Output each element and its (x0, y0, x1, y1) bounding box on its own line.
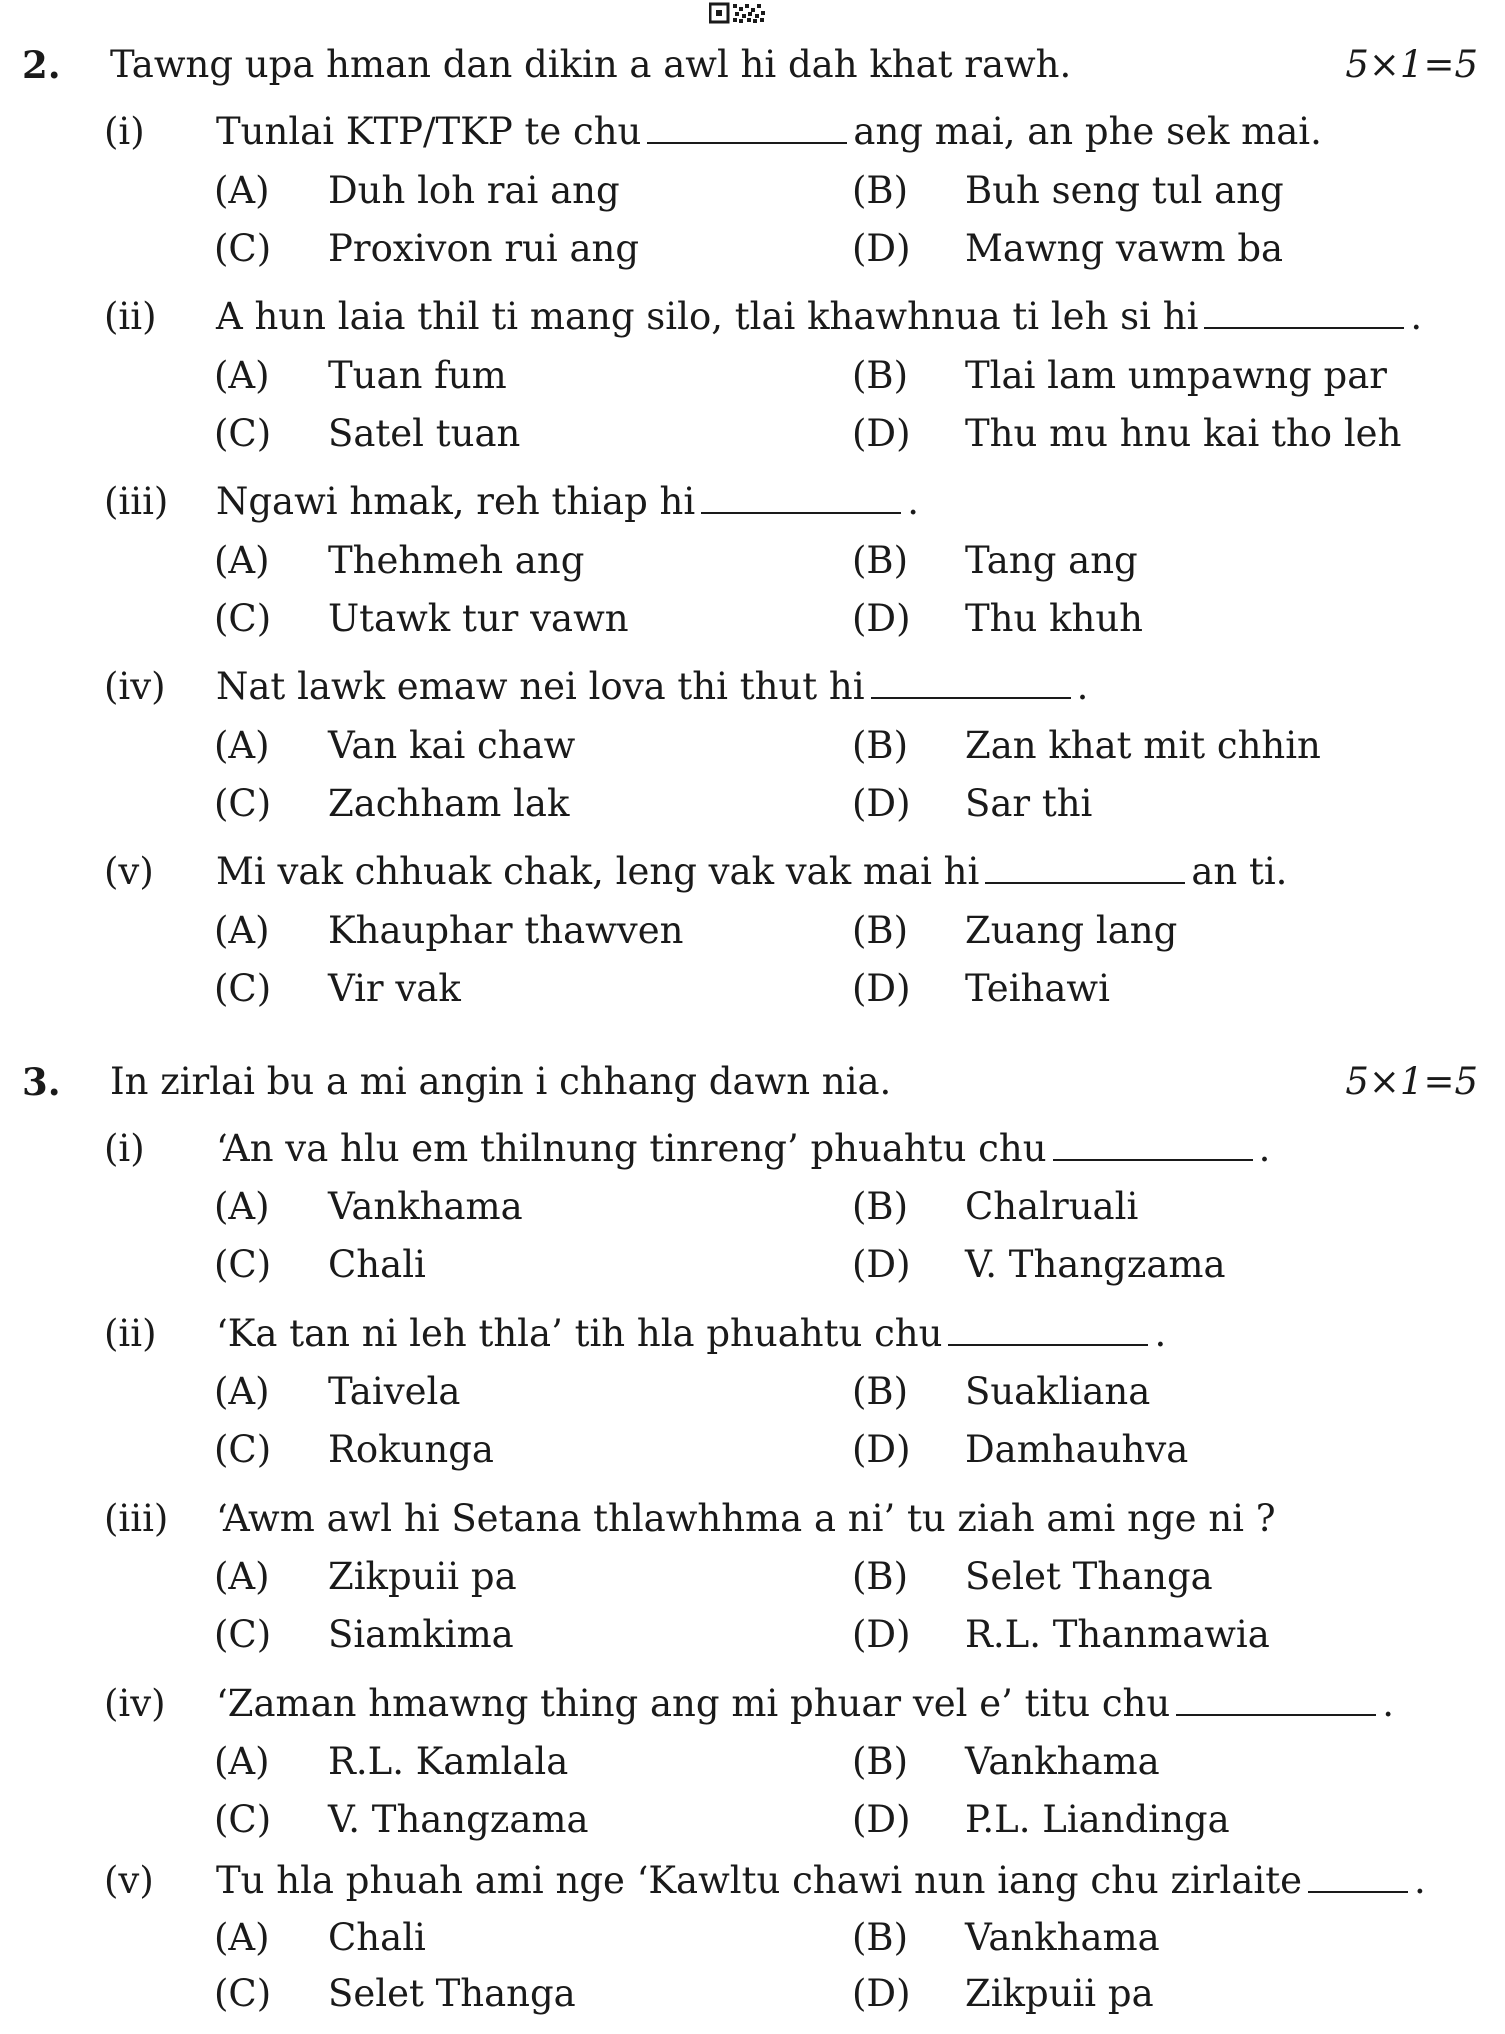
question-marks: 5×1=5 (1345, 43, 1478, 86)
options-row (0, 1425, 1505, 1475)
item-question (216, 662, 1088, 712)
item-stem (0, 1679, 1505, 1729)
item-stem (0, 477, 1505, 527)
option-d[interactable]: P.L. Liandinga (965, 1798, 1230, 1841)
answer-blank[interactable] (647, 112, 847, 144)
option-b[interactable]: Vankhama (965, 1740, 1160, 1783)
options-row (0, 594, 1505, 644)
option-d[interactable]: Thu mu hnu kai tho leh (965, 412, 1402, 455)
stem-after: . (907, 480, 919, 523)
option-a[interactable]: Tuan fum (328, 354, 507, 397)
option-c[interactable]: Siamkima (328, 1613, 514, 1656)
stem-before: ‘Ka tan ni leh thla’ tih hla phuahtu chu (216, 1312, 943, 1355)
option-letter: (B) (852, 354, 909, 397)
question-text: Tawng upa hman dan dikin a awl hi dah khat rawh. (110, 43, 1072, 86)
item-question (216, 1494, 1276, 1544)
option-b[interactable]: Vankhama (965, 1916, 1160, 1959)
option-letter: (D) (852, 227, 911, 270)
option-letter: (C) (214, 1243, 272, 1286)
option-letter: (A) (214, 169, 270, 212)
option-letter: (D) (852, 782, 911, 825)
item-stem (0, 662, 1505, 712)
option-letter: (C) (214, 597, 272, 640)
option-letter: (B) (852, 169, 909, 212)
option-letter: (D) (852, 1613, 911, 1656)
stem-before: Ngawi hmak, reh thiap hi (216, 480, 696, 523)
options-row (0, 1737, 1505, 1787)
options-row (0, 1610, 1505, 1660)
option-a[interactable]: Khauphar thawven (328, 909, 684, 952)
option-letter: (D) (852, 1798, 911, 1841)
option-b[interactable]: Chalruali (965, 1185, 1139, 1228)
option-b[interactable]: Suakliana (965, 1370, 1151, 1413)
option-a[interactable]: Thehmeh ang (328, 539, 585, 582)
option-letter: (B) (852, 539, 909, 582)
stem-before: Nat lawk emaw nei lova thi thut hi (216, 665, 865, 708)
option-b[interactable]: Tlai lam umpawng par (965, 354, 1387, 397)
item-number: (ii) (104, 295, 157, 338)
options-row (0, 779, 1505, 829)
item-stem (0, 1309, 1505, 1359)
stem-after: . (1154, 1312, 1167, 1355)
question-text: In zirlai bu a mi angin i chhang dawn nia. (110, 1060, 892, 1103)
item-number: (iii) (104, 1497, 169, 1540)
item-question (216, 292, 1422, 342)
option-a[interactable]: Duh loh rai ang (328, 169, 620, 212)
option-letter: (A) (214, 1370, 270, 1413)
answer-blank[interactable] (1053, 1129, 1253, 1161)
option-c[interactable]: Selet Thanga (328, 1972, 576, 2015)
option-letter: (C) (214, 782, 272, 825)
item-number: (iii) (104, 480, 169, 523)
option-letter: (C) (214, 1972, 272, 2015)
item-stem (0, 292, 1505, 342)
option-a[interactable]: Zikpuii pa (328, 1555, 517, 1598)
option-letter: (A) (214, 354, 270, 397)
options-row (0, 166, 1505, 216)
item-stem (0, 1124, 1505, 1174)
option-letter: (A) (214, 909, 270, 952)
option-letter: (C) (214, 227, 272, 270)
answer-blank[interactable] (1204, 297, 1404, 329)
answer-blank[interactable] (701, 482, 901, 514)
option-letter: (C) (214, 412, 272, 455)
stem-before: Tu hla phuah ami nge ‘Kawltu chawi nun iang chu zirlaite (216, 1859, 1303, 1902)
option-letter: (D) (852, 967, 911, 1010)
item-number: (iv) (104, 1682, 166, 1725)
answer-blank[interactable] (1176, 1684, 1376, 1716)
stem-after: . (1382, 1682, 1394, 1725)
option-c[interactable]: Zachham lak (328, 782, 570, 825)
qr-code-icon (709, 2, 767, 24)
question-number: 2. (22, 43, 61, 87)
item-number: (ii) (104, 1312, 157, 1355)
item-number: (i) (104, 1127, 145, 1170)
question-header (0, 1057, 1505, 1107)
option-letter: (A) (214, 1740, 270, 1783)
option-letter: (A) (214, 724, 270, 767)
options-row (0, 1182, 1505, 1232)
option-letter: (A) (214, 1185, 270, 1228)
item-number: (v) (104, 850, 154, 893)
option-a[interactable]: Van kai chaw (328, 724, 576, 767)
option-c[interactable]: V. Thangzama (328, 1798, 589, 1841)
options-row (0, 224, 1505, 274)
options-row (0, 1240, 1505, 1290)
stem-before: A hun laia thil ti mang silo, tlai khawhnua ti leh si hi (216, 295, 1199, 338)
option-a[interactable]: Vankhama (328, 1185, 523, 1228)
item-stem (0, 847, 1505, 897)
stem-after: an ti. (1191, 850, 1288, 893)
option-letter: (A) (214, 539, 270, 582)
option-letter: (D) (852, 412, 911, 455)
item-number: (i) (104, 110, 145, 153)
option-d[interactable]: Zikpuii pa (965, 1972, 1154, 2015)
option-c[interactable]: Utawk tur vawn (328, 597, 629, 640)
option-letter: (D) (852, 1243, 911, 1286)
stem-before: ‘Awm awl hi Setana thlawhhma a ni’ tu ziah ami nge ni ? (216, 1497, 1276, 1540)
option-letter: (A) (214, 1555, 270, 1598)
stem-after: . (1076, 665, 1089, 708)
options-row (0, 964, 1505, 1014)
item-question (216, 1679, 1394, 1729)
option-letter: (C) (214, 1428, 272, 1471)
options-row (0, 721, 1505, 771)
stem-before: Tunlai KTP/TKP te chu (216, 110, 642, 153)
item-stem (0, 107, 1505, 157)
option-letter: (B) (852, 724, 909, 767)
item-question (216, 1124, 1270, 1174)
option-d[interactable]: Thu khuh (965, 597, 1144, 640)
answer-blank[interactable] (948, 1314, 1148, 1346)
option-d[interactable]: Damhauhva (965, 1428, 1189, 1471)
option-letter: (B) (852, 1185, 909, 1228)
option-c[interactable]: Vir vak (328, 967, 461, 1010)
stem-before: ‘Zaman hmawng thing ang mi phuar vel e’ titu chu (216, 1682, 1171, 1725)
item-question (216, 847, 1287, 897)
stem-before: ‘An va hlu em thilnung tinreng’ phuahtu chu (216, 1127, 1047, 1170)
option-letter: (C) (214, 967, 272, 1010)
item-question (216, 107, 1322, 157)
option-letter: (B) (852, 1740, 909, 1783)
question-number: 3. (22, 1060, 61, 1104)
item-question (216, 1856, 1426, 1906)
item-number: (v) (104, 1859, 154, 1902)
stem-after: . (1414, 1859, 1426, 1902)
item-question (216, 477, 919, 527)
question-marks: 5×1=5 (1345, 1060, 1478, 1103)
options-row (0, 536, 1505, 586)
option-letter: (D) (852, 1972, 911, 2015)
option-b[interactable]: Zuang lang (965, 909, 1178, 952)
answer-blank[interactable] (1308, 1861, 1408, 1893)
answer-blank[interactable] (871, 667, 1071, 699)
item-question (216, 1309, 1166, 1359)
options-row (0, 1795, 1505, 1845)
option-letter: (D) (852, 1428, 911, 1471)
options-row (0, 906, 1505, 956)
stem-after: ang mai, an phe sek mai. (853, 110, 1322, 153)
option-c[interactable]: Rokunga (328, 1428, 494, 1471)
option-d[interactable]: Sar thi (965, 782, 1093, 825)
option-letter: (B) (852, 909, 909, 952)
option-a[interactable]: Chali (328, 1916, 426, 1959)
options-row (0, 1969, 1505, 2019)
option-b[interactable]: Buh seng tul ang (965, 169, 1284, 212)
option-letter: (C) (214, 1798, 272, 1841)
item-stem (0, 1856, 1505, 1906)
options-row (0, 1552, 1505, 1602)
stem-before: Mi vak chhuak chak, leng vak vak mai hi (216, 850, 980, 893)
stem-after: . (1258, 1127, 1271, 1170)
item-number: (iv) (104, 665, 166, 708)
option-b[interactable]: Selet Thanga (965, 1555, 1213, 1598)
option-c[interactable]: Chali (328, 1243, 426, 1286)
option-letter: (B) (852, 1916, 909, 1959)
option-d[interactable]: V. Thangzama (965, 1243, 1226, 1286)
options-row (0, 1367, 1505, 1417)
options-row (0, 1913, 1505, 1963)
option-b[interactable]: Tang ang (965, 539, 1138, 582)
option-a[interactable]: R.L. Kamlala (328, 1740, 569, 1783)
options-row (0, 351, 1505, 401)
option-d[interactable]: Teihawi (965, 967, 1110, 1010)
options-row (0, 409, 1505, 459)
option-b[interactable]: Zan khat mit chhin (965, 724, 1321, 767)
option-d[interactable]: R.L. Thanmawia (965, 1613, 1270, 1656)
option-letter: (D) (852, 597, 911, 640)
option-c[interactable]: Proxivon rui ang (328, 227, 640, 270)
option-letter: (B) (852, 1370, 909, 1413)
option-c[interactable]: Satel tuan (328, 412, 521, 455)
option-a[interactable]: Taivela (328, 1370, 461, 1413)
answer-blank[interactable] (985, 852, 1185, 884)
option-letter: (A) (214, 1916, 270, 1959)
stem-after: . (1410, 295, 1423, 338)
question-header (0, 40, 1505, 90)
option-letter: (B) (852, 1555, 909, 1598)
item-stem (0, 1494, 1505, 1544)
option-d[interactable]: Mawng vawm ba (965, 227, 1284, 270)
option-letter: (C) (214, 1613, 272, 1656)
